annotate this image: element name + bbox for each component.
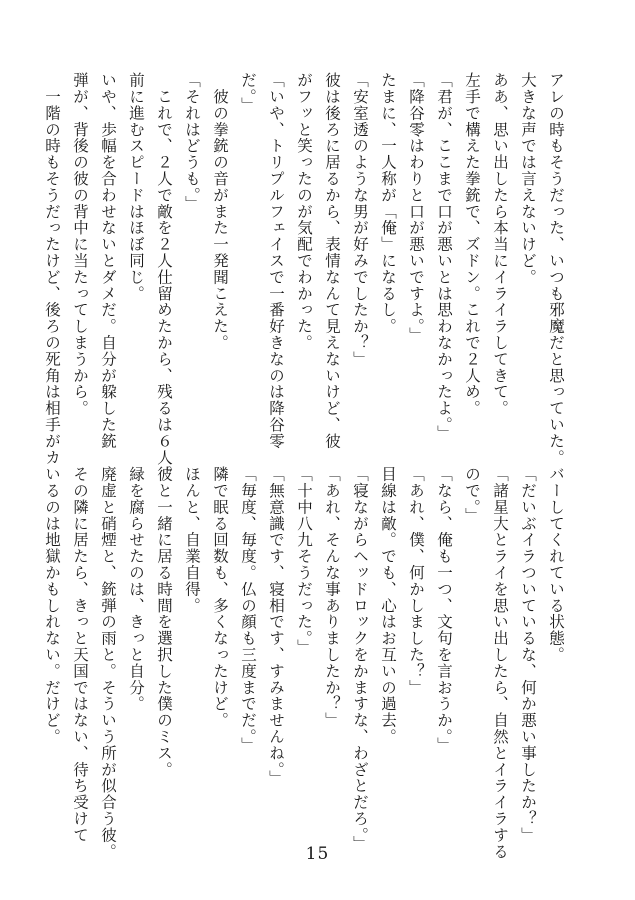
- upper-text-line: 前に進むスピードはほぼ同じ。: [127, 72, 145, 302]
- lower-text-line: 「あれ、そんな事ありましたか？」: [323, 466, 341, 729]
- upper-text-line: 左手で構えた拳銃で、ズドン。これで２人め。: [463, 72, 481, 417]
- upper-text-line: 大きな声では言えないけど。: [519, 72, 537, 286]
- lower-text-line: バーしてくれている状態。: [547, 466, 565, 663]
- upper-text-line: 「君が、ここまで口が悪いとは思わなかったよ。」: [435, 72, 453, 442]
- upper-text-line: いや、歩幅を合わせないとダメだ。自分が躱した銃: [99, 72, 117, 450]
- upper-text-line: 「降谷零はわりと口が悪いですよ。」: [407, 72, 425, 344]
- lower-text-line: いるのは地獄かもしれない。だけど。: [43, 466, 61, 745]
- page-number: 15: [305, 844, 330, 864]
- lower-text-line: 「寝ながらヘッドロックをかますな、わざとだろ。」: [351, 466, 369, 852]
- upper-text-line: 彼の拳銃の音がまた一発聞こえた。: [211, 72, 229, 351]
- upper-text-line: これで、２人で敵を２人仕留めたから、残るは６人。: [155, 72, 173, 482]
- lower-text-line: 彼と一緒に居る時間を選択した僕のミス。: [155, 466, 173, 778]
- upper-text-line: 「いや、トリプルフェイスで一番好きなのは降谷零: [267, 72, 285, 450]
- upper-text-line: アレの時もそうだった、いつも邪魔だと思っていた。: [547, 72, 565, 466]
- lower-text-line: 「なら、俺も一つ、文句を言おうか。」: [435, 466, 453, 754]
- lower-text-line: ので。」: [463, 466, 481, 524]
- lower-text-line: 「諸星大とライを思い出したら、自然とイライラする: [491, 466, 509, 860]
- lower-text-line: 廃虚と硝煙と、銃弾の雨と。そういう所が似合う彼。: [99, 466, 117, 860]
- lower-text-line: 「だいぶイラついているな、何か悪い事したか？」: [519, 466, 537, 844]
- lower-text-line: 隣で眠る回数も、多くなったけど。: [211, 466, 229, 729]
- lower-text-line: 「十中八九そうだった。」: [295, 466, 313, 656]
- lower-text-line: 目線は敵。でも、心はお互いの過去。: [379, 466, 397, 745]
- upper-text-line: ああ、思い出したら本当にイライラしてきて。: [491, 72, 509, 417]
- lower-text-line: 「毎度、毎度。仏の顔も三度までだ。」: [239, 466, 257, 754]
- upper-text-line: がフッと笑ったのが気配でわかった。: [295, 72, 313, 351]
- lower-text-line: その隣に居たら、きっと天国ではない、待ち受けて: [71, 466, 89, 844]
- upper-text-line: 「それはどうも。」: [183, 72, 201, 212]
- lower-text-line: ほんと、自業自得。: [183, 466, 201, 614]
- upper-text-line: 弾が、背後の彼の背中に当たってしまうから。: [71, 72, 89, 417]
- upper-text-block: [43, 72, 570, 482]
- lower-text-line: 緑を腐らせたのは、きっと自分。: [127, 466, 145, 712]
- upper-text-line: だ。」: [239, 72, 257, 114]
- upper-text-line: 一階の時もそうだったけど、後ろの死角は相手がカ: [43, 72, 61, 466]
- upper-text-line: 「安室透のような男が好みでしたか？」: [351, 72, 369, 368]
- lower-text-line: 「あれ、僕、何かしました？」: [407, 466, 425, 696]
- upper-text-line: たまに、一人称が「俺」になるし。: [379, 72, 397, 335]
- lower-text-line: 「無意識です、寝相です、すみませんね。」: [267, 466, 285, 787]
- upper-text-line: 彼は後ろに居るから、表情なんて見えないけど、彼: [323, 72, 341, 450]
